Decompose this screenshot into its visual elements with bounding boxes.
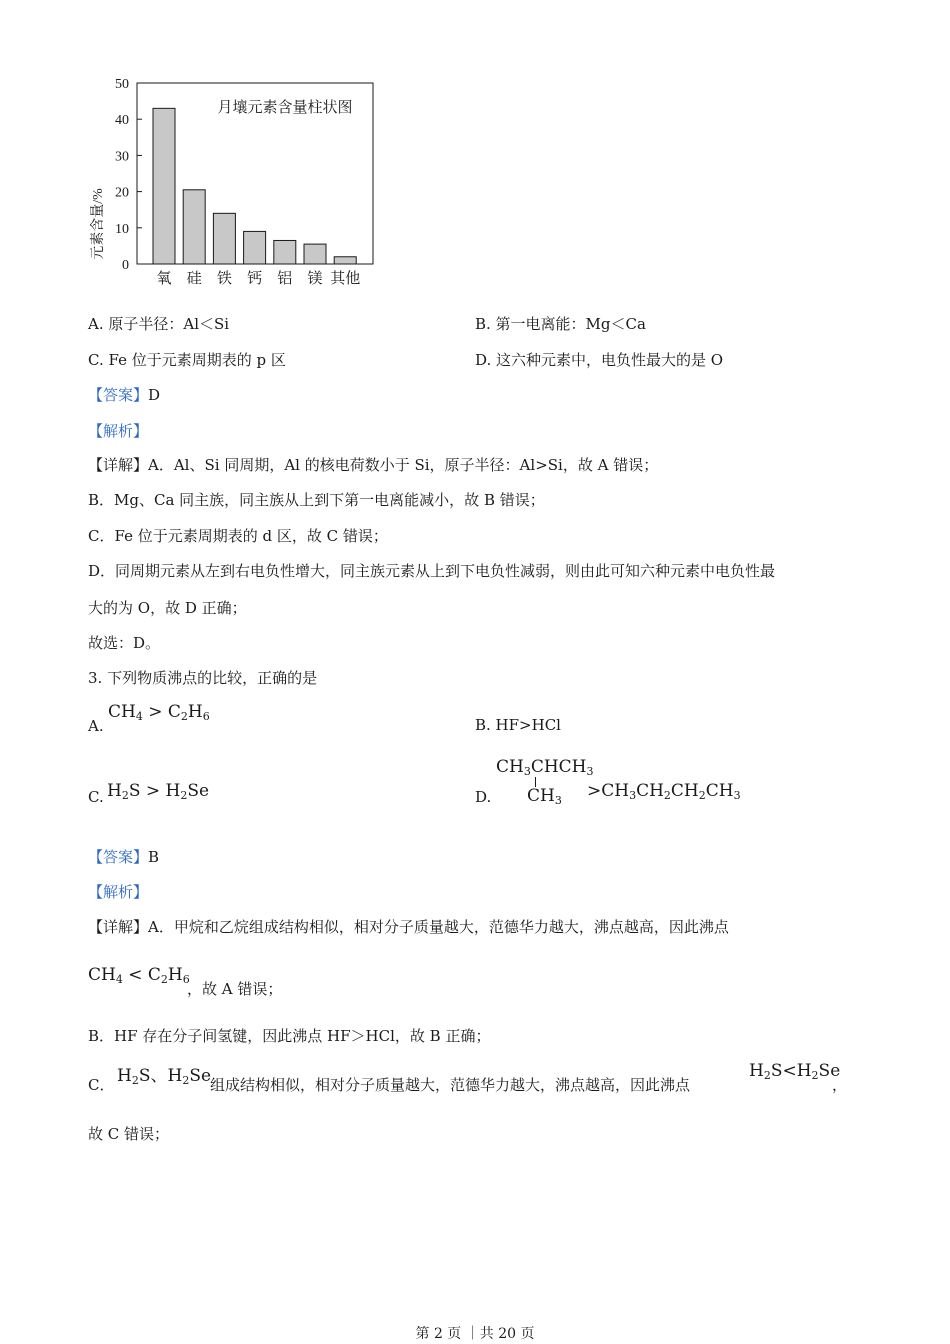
y-tick-label: 0 [122, 258, 129, 273]
q3-answer-line [88, 847, 159, 867]
answer-tag: 【答案】 [88, 386, 149, 404]
bar-6 [334, 257, 356, 264]
q2-analysis-tag: 【解析】 [88, 422, 149, 440]
y-tick-label: 20 [115, 185, 129, 201]
q2-option-c: C. Fe 位于元素周期表的 p 区 [88, 351, 286, 369]
q3-detail-c-formula1: $H_2S$、$H_2Se$ [117, 1066, 212, 1087]
x-category-label: 其他 [330, 271, 361, 287]
q2-answer-line [88, 385, 160, 405]
element-content-bar-chart [80, 72, 390, 292]
q2-detail-b: B．Mg、Ca 同主族，同主族从上到下第一电离能减小，故 B 错误； [88, 491, 545, 509]
q2-detail-a [88, 455, 658, 475]
q2-option-b: B. 第一电离能：Mg＜Ca [475, 315, 646, 333]
bar-3 [244, 231, 266, 264]
q3-option-d-branched-methyl: $CH_3$ [527, 786, 562, 807]
q2-conclusion: 故选：D。 [88, 634, 161, 652]
x-category-label: 铝 [277, 271, 293, 287]
bar-1 [183, 190, 205, 264]
q3-detail-c-mid: 组成结构相似，相对分子质量越大，范德华力越大，沸点越高，因此沸点 [210, 1076, 691, 1094]
q3-detail-a-formula: $CH_4 < C_2H_6$ [88, 965, 190, 986]
bar-5 [304, 244, 326, 264]
q3-question: 3. 下列物质沸点的比较，正确的是 [88, 669, 318, 687]
q3-option-a-label: A. [88, 717, 104, 735]
y-tick-label: 40 [115, 113, 129, 129]
answer-tag: 【答案】 [88, 848, 149, 866]
y-tick-label: 30 [115, 149, 129, 165]
q3-detail-c-formula2: $H_2S<H_2Se$ [749, 1061, 841, 1082]
q3-option-d-rhs: $>CH_3CH_2CH_2CH_3$ [587, 781, 741, 802]
q3-detail-c-label: C． [88, 1076, 115, 1094]
q3-option-a-formula: $CH_4 > C_2H_6$ [108, 702, 210, 723]
x-category-label: 钙 [247, 271, 263, 287]
bar-2 [213, 213, 235, 264]
page-footer: 第 2 页 ｜共 20 页 [415, 1326, 535, 1342]
answer-value: D [148, 386, 161, 404]
detail-a-text: A．甲烷和乙烷组成结构相似，相对分子质量越大，范德华力越大，沸点越高，因此沸点 [148, 918, 729, 936]
q3-option-b: B. HF>HCl [475, 716, 561, 734]
q2-option-d: D. 这六种元素中，电负性最大的是 O [475, 351, 724, 369]
q3-option-c-label: C. [88, 788, 104, 806]
y-tick-label: 10 [115, 221, 129, 237]
x-category-label: 硅 [186, 271, 202, 287]
bar-4 [274, 240, 296, 264]
bar-0 [153, 108, 175, 264]
answer-value: B [148, 848, 160, 866]
q2-detail-c: C．Fe 位于元素周期表的 d 区，故 C 错误； [88, 527, 388, 545]
q2-detail-d-line2: 大的为 O，故 D 正确； [88, 599, 247, 617]
detail-tag: 【详解】 [88, 918, 149, 936]
q2-option-a: A. 原子半径：Al＜Si [88, 315, 230, 333]
q3-detail-a-tail: ，故 A 错误； [187, 980, 283, 998]
q3-detail-b: B．HF 存在分子间氢键，因此沸点 HF＞HCl，故 B 正确； [88, 1027, 491, 1045]
detail-tag: 【详解】 [88, 456, 149, 474]
x-category-label: 氧 [156, 271, 172, 287]
q3-detail-a-line1 [88, 917, 729, 937]
q3-option-d-branched-main: $CH_3CHCH_3$ [496, 757, 594, 778]
q2-detail-d-line1: D．同周期元素从左到右电负性增大，同主族元素从上到下电负性减弱，则由此可知六种元素中电负性最 [88, 562, 776, 580]
y-tick-label: 50 [115, 77, 129, 92]
q3-option-d-label: D. [475, 788, 492, 806]
q3-detail-c-end: ， [832, 1076, 848, 1094]
x-category-label: 镁 [307, 271, 323, 287]
detail-a-text: A．Al、Si 同周期，Al 的核电荷数小于 Si，原子半径：Al>Si，故 A 错误； [148, 456, 659, 474]
q3-analysis-tag: 【解析】 [88, 883, 149, 901]
chart-y-axis-label: 元素含量/% [91, 188, 106, 260]
q3-detail-c-line2: 故 C 错误； [88, 1125, 170, 1143]
q3-option-c-formula: $H_2S > H_2Se$ [107, 781, 210, 802]
chart-title: 月壤元素含量柱状图 [217, 100, 353, 116]
x-category-label: 铁 [216, 271, 232, 287]
